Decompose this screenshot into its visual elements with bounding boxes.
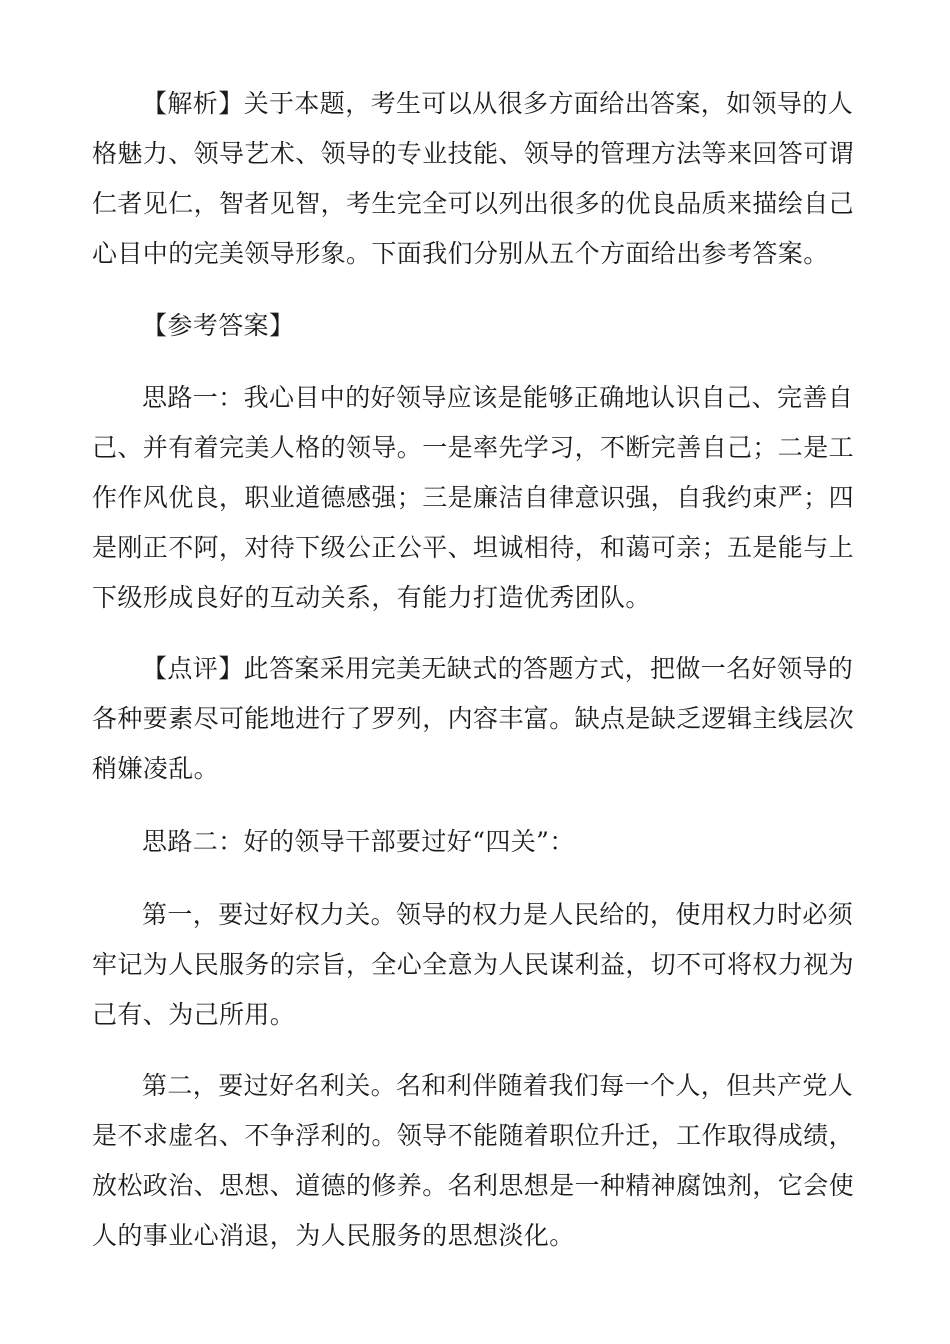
reference-answer-heading: 【参考答案】 [142, 311, 295, 340]
approach-one-paragraph: 思路一：我心目中的好领导应该是能够正确地认识自己、完善自己、并有着完美人格的领导。一是率先学习，不断完善自己；二是工作作风优良，职业道德感强；三是廉洁自律意识强，自我约束严；四是刚正不阿，对待下级公正公平、坦诚相待，和蔼可亲；五是能与上下级形成良好的互动关系，有能力打造优秀团队。 [92, 383, 855, 612]
comment-paragraph: 【点评】此答案采用完美无缺式的答题方式，把做一名好领导的各种要素尽可能地进行了罗列，内容丰富。缺点是缺乏逻辑主线层次稍嫌凌乱。 [92, 654, 855, 783]
approach-two-heading: 思路二：好的领导干部要过好“四关”： [142, 827, 575, 856]
second-gate-paragraph: 第二，要过好名利关。名和利伴随着我们每一个人，但共产党人是不求虚名、不争浮利的。领导不能随着职位升迁，工作取得成绩，放松政治、思想、道德的修养。名利思想是一种精神腐蚀剂，它会使人的事业心消退，为人民服务的思想淡化。 [92, 1071, 855, 1250]
first-gate-paragraph: 第一，要过好权力关。领导的权力是人民给的，使用权力时必须牢记为人民服务的宗旨，全心全意为人民谋利益，切不可将权力视为己有、为己所用。 [92, 900, 855, 1029]
analysis-paragraph: 【解析】关于本题，考生可以从很多方面给出答案，如领导的人格魅力、领导艺术、领导的专业技能、领导的管理方法等来回答可谓仁者见仁，智者见智，考生完全可以列出很多的优良品质来描绘自己心目中的完美领导形象。下面我们分别从五个方面给出参考答案。 [92, 89, 855, 268]
